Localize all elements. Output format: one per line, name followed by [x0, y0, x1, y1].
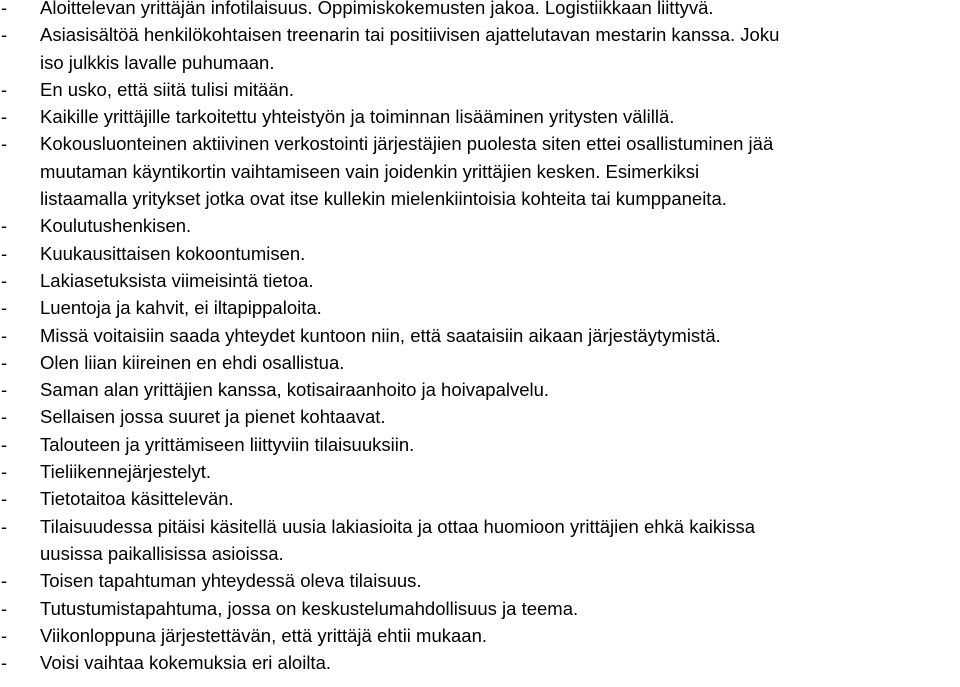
list-item-text: Kuukausittaisen kokoontumisen. [40, 242, 306, 264]
list-item [0, 595, 960, 622]
list-item-text: Luentoja ja kahvit, ei iltapippaloita. [40, 297, 322, 319]
list-item [0, 294, 960, 321]
bullet-dash: - [1, 379, 8, 401]
bullet-dash: - [1, 297, 8, 319]
list-item-text: Sellaisen jossa suuret ja pienet kohtaavat. [40, 406, 386, 428]
list-item [0, 21, 960, 76]
list-item [0, 376, 960, 403]
list-item [0, 212, 960, 239]
bullet-dash: - [1, 652, 8, 674]
list-item-text: Kaikille yrittäjille tarkoitettu yhteistyön ja toiminnan lisääminen yritysten välillä. [40, 106, 675, 128]
list-item [0, 567, 960, 594]
list-item [0, 622, 960, 649]
bullet-dash: - [1, 269, 8, 291]
list-item [0, 130, 960, 212]
list-item [0, 0, 960, 21]
list-item-text: Missä voitaisiin saada yhteydet kuntoon niin, että saataisiin aikaan järjestäytymistä. [40, 324, 721, 346]
bullet-dash: - [1, 406, 8, 428]
list-item [0, 431, 960, 458]
list-item-text: Koulutushenkisen. [40, 215, 192, 237]
list-item [0, 513, 960, 568]
list-item-text: Voisi vaihtaa kokemuksia eri aloilta. [40, 652, 332, 674]
bullet-dash: - [1, 570, 8, 592]
list-item-text: Olen liian kiireinen en ehdi osallistua. [40, 351, 345, 373]
bullet-dash: - [1, 488, 8, 510]
list-item-text: Saman alan yrittäjien kanssa, kotisairaanhoito ja hoivapalvelu. [40, 379, 550, 401]
list-item [0, 485, 960, 512]
list-item-text: Asiasisältöä henkilökohtaisen treenarin tai positiivisen ajattelutavan mestarin kanssa. Joku iso julkkis lavalle puhumaan. [40, 24, 780, 73]
list-item-text: Tieliikennejärjestelyt. [40, 461, 212, 483]
bullet-dash: - [1, 106, 8, 128]
list-item-text: Lakiasetuksista viimeisintä tietoa. [40, 269, 314, 291]
bullet-dash: - [1, 515, 8, 537]
list-item-text: En usko, että siitä tulisi mitään. [40, 78, 294, 100]
list-item [0, 403, 960, 430]
list-item [0, 103, 960, 130]
list-item [0, 76, 960, 103]
bullet-dash: - [1, 24, 8, 46]
bullet-dash: - [1, 242, 8, 264]
list-item-text: Tietotaitoa käsittelevän. [40, 488, 234, 510]
list-item-text: Toisen tapahtuman yhteydessä oleva tilaisuus. [40, 570, 422, 592]
list-item-text: Kokousluonteinen aktiivinen verkostointi järjestäjien puolesta siten ettei osallistuminen jää muutaman käyntikortin vaihtamiseen vain joidenkin yrittäjien kesken. Esimerkiksi listaamalla yritykset jotka ovat itse kullekin mielenkiintoisia kohteita tai kumppaneita. [40, 133, 774, 210]
bullet-dash: - [1, 433, 8, 455]
bullet-dash: - [1, 324, 8, 346]
bullet-dash: - [1, 351, 8, 373]
list-item [0, 322, 960, 349]
bullet-dash: - [1, 78, 8, 100]
bullet-dash: - [1, 215, 8, 237]
bullet-dash: - [1, 597, 8, 619]
list-item [0, 458, 960, 485]
bullet-dash: - [1, 133, 8, 155]
bullet-dash: - [1, 0, 8, 18]
bullet-dash: - [1, 624, 8, 646]
list-item [0, 267, 960, 294]
list-item-text: Aloittelevan yrittäjän infotilaisuus. Oppimiskokemusten jakoa. Logistiikkaan liittyvä. [40, 0, 714, 18]
list-item-text: Talouteen ja yrittämiseen liittyviin tilaisuuksiin. [40, 433, 415, 455]
list-item [0, 649, 960, 676]
list-item-text: Tilaisuudessa pitäisi käsitellä uusia lakiasioita ja ottaa huomioon yrittäjien ehkä kaikissa uusissa paikallisissa asioissa. [40, 515, 756, 564]
list-item-text: Tutustumistapahtuma, jossa on keskustelumahdollisuus ja teema. [40, 597, 579, 619]
list-item [0, 240, 960, 267]
list-item [0, 349, 960, 376]
list-item-text: Viikonloppuna järjestettävän, että yrittäjä ehtii mukaan. [40, 624, 488, 646]
bullet-dash: - [1, 461, 8, 483]
